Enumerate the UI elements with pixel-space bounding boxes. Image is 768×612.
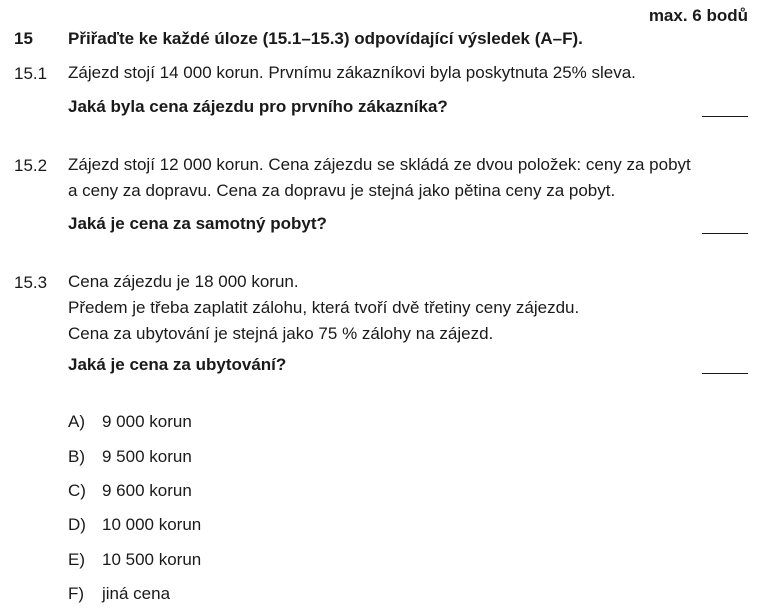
option-letter-f: F) <box>68 584 85 603</box>
answer-blank-15-2[interactable] <box>702 233 748 234</box>
question-prompt-15-3: Jaká je cena za ubytování? <box>68 355 287 374</box>
option-letter-c: C) <box>68 481 86 500</box>
option-letter-a: A) <box>68 412 85 431</box>
question-number-15-3: 15.3 <box>14 273 48 292</box>
question-text-15-2 <box>68 152 691 204</box>
question-line: Zájezd stojí 14 000 korun. Prvnímu zákazníkovi byla poskytnuta 25% sleva. <box>68 63 636 82</box>
task-instruction: Přiřaďte ke každé úloze (15.1–15.3) odpovídající výsledek (A–F). <box>68 29 583 48</box>
option-text-f: jiná cena <box>102 584 171 603</box>
question-line: Zájezd stojí 12 000 korun. Cena zájezdu se skládá ze dvou položek: ceny za pobyt <box>68 155 691 174</box>
question-line: Cena za ubytování je stejná jako 75 % zálohy na zájezd. <box>68 324 494 343</box>
option-text-b: 9 500 korun <box>102 447 192 466</box>
option-text-c: 9 600 korun <box>102 481 192 500</box>
option-letter-e: E) <box>68 550 85 569</box>
question-line: Předem je třeba zaplatit zálohu, která tvoří dvě třetiny ceny zájezdu. <box>68 298 580 317</box>
question-number-15-2: 15.2 <box>14 156 48 175</box>
question-prompt-15-1: Jaká byla cena zájezdu pro prvního zákazníka? <box>68 97 448 116</box>
question-number-15-1: 15.1 <box>14 64 48 83</box>
max-points: max. 6 bodů <box>648 6 748 25</box>
option-text-d: 10 000 korun <box>102 515 202 534</box>
question-prompt-15-2: Jaká je cena za samotný pobyt? <box>68 214 327 233</box>
answer-blank-15-1[interactable] <box>702 116 748 117</box>
answer-blank-15-3[interactable] <box>702 373 748 374</box>
task-number: 15 <box>14 29 33 48</box>
question-text-15-3 <box>68 269 579 347</box>
option-text-a: 9 000 korun <box>102 412 192 431</box>
option-letter-b: B) <box>68 447 85 466</box>
option-letter-d: D) <box>68 515 86 534</box>
question-text-15-1 <box>68 60 636 86</box>
option-text-e: 10 500 korun <box>102 550 202 569</box>
question-line: a ceny za dopravu. Cena za dopravu je stejná jako pětina ceny za pobyt. <box>68 181 616 200</box>
question-line: Cena zájezdu je 18 000 korun. <box>68 272 299 291</box>
